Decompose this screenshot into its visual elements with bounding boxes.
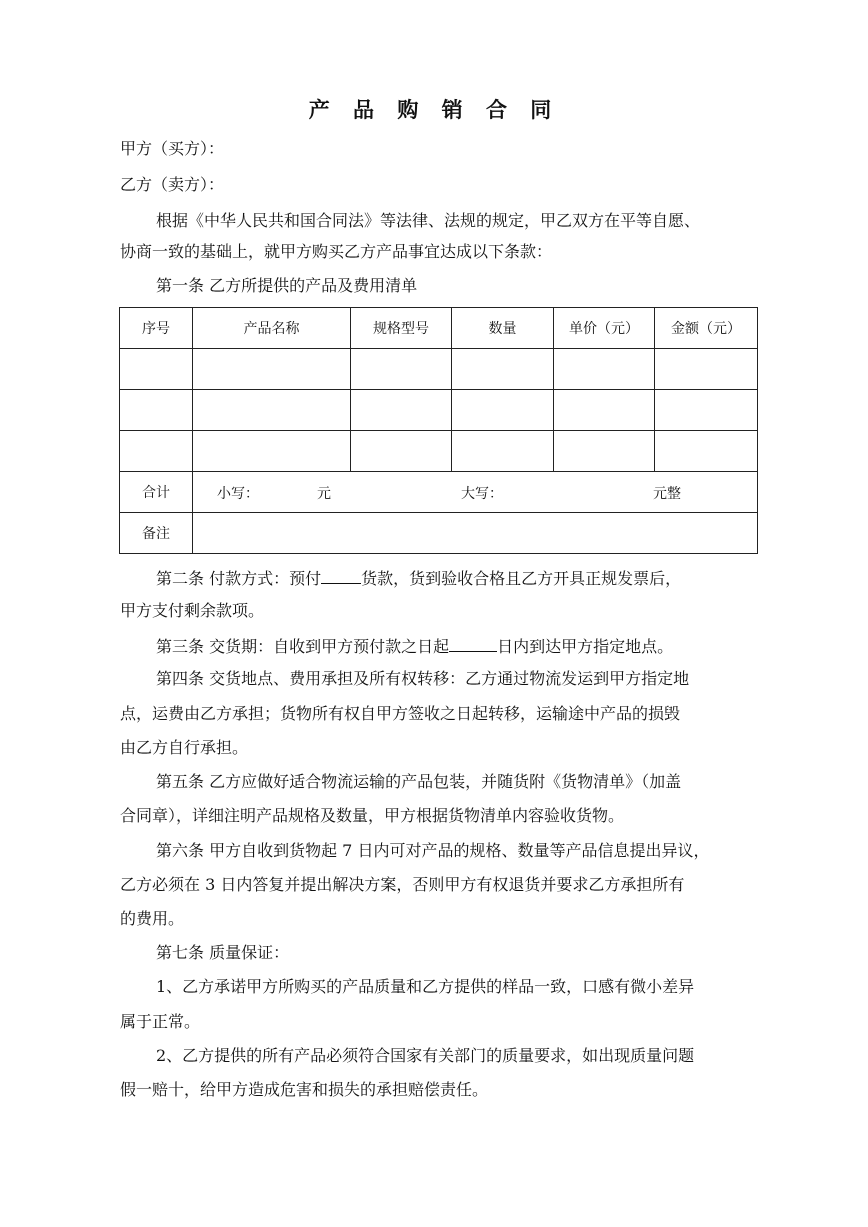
table-cell[interactable] [193,349,351,390]
delivery-days-blank[interactable] [449,635,497,652]
header-cell-spec: 规格型号 [351,308,452,349]
table-cell[interactable] [351,349,452,390]
article-5-line-1: 第五条 乙方应做好适合物流运输的产品包装，并随货附《货物清单》（加盖 [156,772,682,791]
header-cell-quantity: 数量 [452,308,554,349]
remark-label: 备注 [120,513,193,554]
intro-line-1: 根据《中华人民共和国合同法》等法律、法规的规定，甲乙双方在平等自愿、 [156,211,701,230]
article-3-line [156,635,673,657]
table-cell[interactable] [120,390,193,431]
party-a-line: 甲方（买方）： [120,139,225,158]
article-7-item-2-line-1: 2、乙方提供的所有产品必须符合国家有关部门的质量要求，如出现质量问题 [156,1046,695,1065]
table-cell[interactable] [554,349,655,390]
table-row [120,431,758,472]
article-1-heading: 第一条 乙方所提供的产品及费用清单 [156,276,418,295]
header-cell-unit-price: 单价（元） [554,308,655,349]
intro-line-2: 协商一致的基础上，就甲方购买乙方产品事宜达成以下条款： [120,242,553,261]
article-6-line-3: 的费用。 [120,909,185,928]
party-b-line: 乙方（卖方）： [120,175,225,194]
total-row [120,472,758,513]
article-7-heading: 第七条 质量保证： [156,943,290,962]
table-cell[interactable] [554,390,655,431]
product-fee-table [119,307,758,554]
article-2-prefix: 第二条 付款方式：预付 [156,569,322,588]
header-cell-product-name: 产品名称 [193,308,351,349]
total-label: 合计 [120,472,193,513]
small-amount-unit: 元 [317,486,331,502]
header-cell-index: 序号 [120,308,193,349]
table-cell[interactable] [351,390,452,431]
table-header-row [120,308,758,349]
article-4-line-1: 第四条 交货地点、费用承担及所有权转移：乙方通过物流发运到甲方指定地 [156,669,690,688]
remark-row [120,513,758,554]
table-cell[interactable] [452,390,554,431]
article-7-item-2-line-2: 假一赔十，给甲方造成危害和损失的承担赔偿责任。 [120,1080,489,1099]
table-cell[interactable] [120,431,193,472]
big-amount-unit: 元整 [653,486,681,502]
remark-cell[interactable] [193,513,758,554]
article-7-item-1-line-1: 1、乙方承诺甲方所购买的产品质量和乙方提供的样品一致，口感有微小差异 [156,977,695,996]
table-cell[interactable] [655,390,758,431]
header-cell-amount: 金额（元） [655,308,758,349]
prepay-blank[interactable] [321,567,361,584]
article-3-suffix: 日内到达甲方指定地点。 [497,637,674,656]
table-cell[interactable] [120,349,193,390]
table-row [120,349,758,390]
table-cell[interactable] [452,431,554,472]
table-cell[interactable] [655,431,758,472]
table-cell[interactable] [554,431,655,472]
table-cell[interactable] [655,349,758,390]
article-2-line-1 [156,567,681,589]
article-5-line-2: 合同章），详细注明产品规格及数量，甲方根据货物清单内容验收货物。 [120,806,625,825]
big-amount-label: 大写： [461,486,503,502]
article-6-line-2: 乙方必须在 3 日内答复并提出解决方案，否则甲方有权退货并要求乙方承担所有 [120,875,685,894]
article-2-suffix: 货款，货到验收合格且乙方开具正规发票后， [361,569,682,588]
table-cell[interactable] [452,349,554,390]
article-3-prefix: 第三条 交货期：自收到甲方预付款之日起 [156,637,450,656]
table-cell[interactable] [193,431,351,472]
small-amount-label: 小写： [217,486,259,502]
table-cell[interactable] [193,390,351,431]
article-2-line-2: 甲方支付剩余款项。 [120,601,265,620]
table-cell[interactable] [351,431,452,472]
article-6-line-1: 第六条 甲方自收到货物起 7 日内可对产品的规格、数量等产品信息提出异议， [156,841,710,860]
total-amount-cell[interactable] [193,472,758,513]
article-4-line-2: 点，运费由乙方承担；货物所有权自甲方签收之日起转移，运输途中产品的损毁 [120,704,681,723]
document-title: 产 品 购 销 合 同 [308,98,560,122]
table-row [120,390,758,431]
article-7-item-1-line-2: 属于正常。 [120,1012,201,1031]
article-4-line-3: 由乙方自行承担。 [120,738,249,757]
